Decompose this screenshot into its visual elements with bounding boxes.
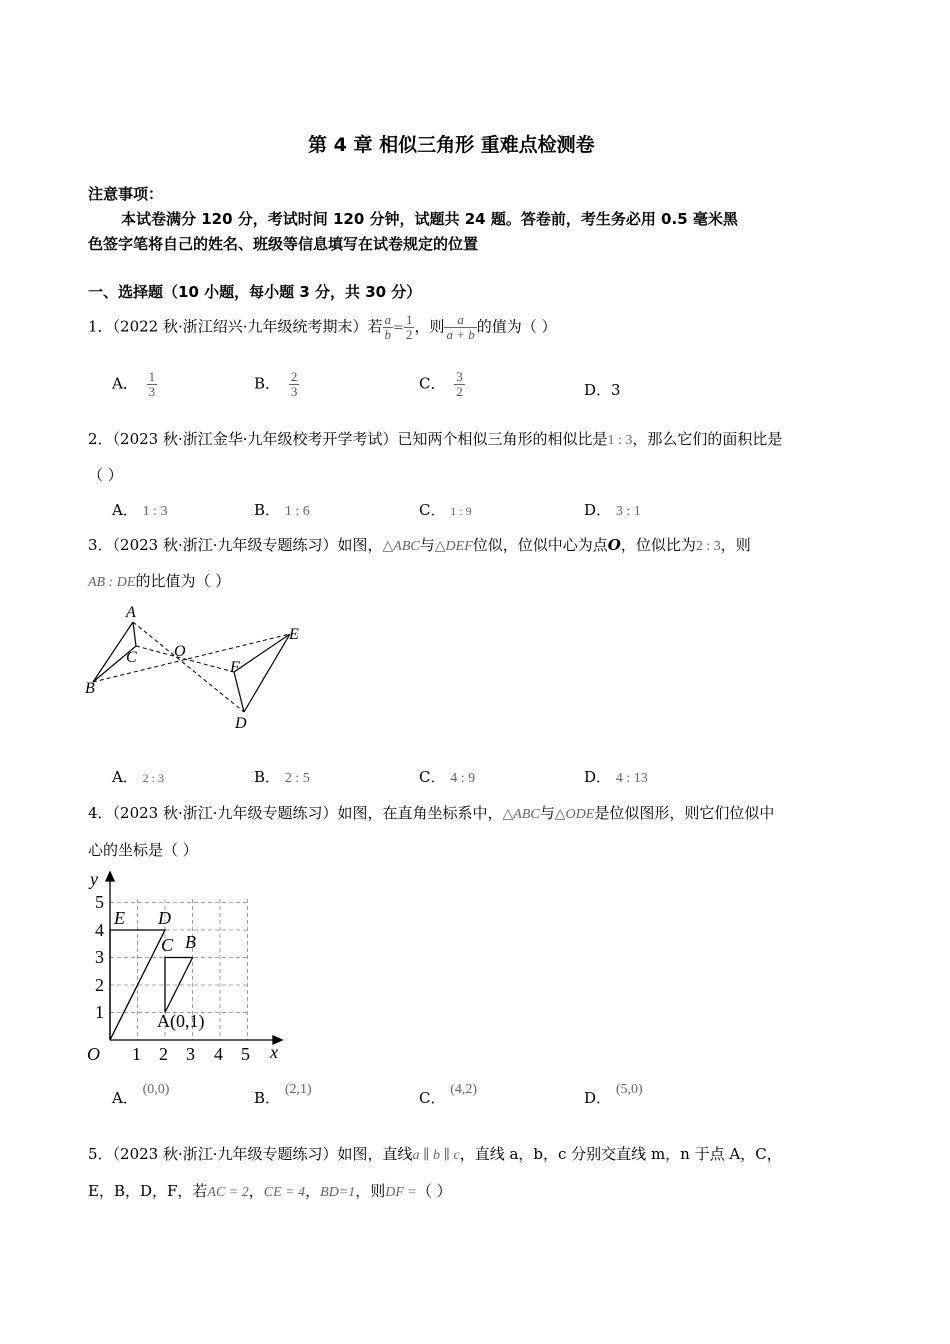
page-title: 第 4 章 相似三角形 重难点检测卷 (308, 134, 595, 156)
question-number: 1． (88, 317, 113, 336)
y-tick-1: 1 (95, 1002, 104, 1022)
segment-ac (133, 622, 136, 646)
label-d: D (235, 715, 247, 732)
figure-homothety-triangles (82, 600, 312, 735)
q3-option-b[interactable]: B． 2 : 5 (254, 768, 310, 786)
question-1: 1．（2022 秋·浙江绍兴·九年级统考期末）若 $\frac{a}{b}$ = $\frac{1}{2}$ ，则 $\frac{a}{a + b}$ 的值为（ ） (88, 312, 557, 342)
x-axis-label: x (270, 1042, 278, 1062)
origin-label: O (87, 1044, 100, 1064)
x-tick-1: 1 (132, 1044, 141, 1064)
q3-option-a[interactable]: A． 2 : 3 (112, 768, 164, 786)
q4-option-b[interactable]: B． (2,1) (254, 1082, 312, 1107)
question-text: （2022 秋·浙江绍兴·九年级统考期末）若 (112, 317, 383, 336)
dashed-ad (133, 622, 244, 712)
q3-option-d[interactable]: D． 4 : 13 (584, 768, 648, 786)
y-tick-3: 3 (95, 947, 104, 967)
x-tick-4: 4 (214, 1044, 223, 1064)
q4-option-a[interactable]: A． (0,0) (112, 1082, 170, 1107)
notice-line-2: 色签字笔将自己的姓名、班级等信息填写在试卷规定的位置 (88, 235, 479, 253)
y-axis-label: y (90, 869, 98, 889)
segment-ed (244, 634, 290, 712)
figure-coordinate-grid (82, 866, 302, 1066)
q1-option-c[interactable]: C． $\frac{3}{2}$ (419, 369, 463, 399)
point-b-label: B (185, 932, 196, 952)
label-b: B (85, 680, 95, 697)
point-e-label: E (114, 908, 125, 928)
question-5: 5．（2023 秋·浙江·九年级专题练习）如图，直线a ∥ b ∥ c，直线 a，b，c 分别交直线 m，n 于点 A，C， (88, 1145, 782, 1163)
x-tick-5: 5 (241, 1044, 250, 1064)
fraction-a-over-a-plus-b: $\frac{a}{a + b}$ (446, 312, 475, 342)
fraction-one-half: $\frac{1}{2}$ (405, 312, 413, 342)
question-4-line-2: 心的坐标是（ ） (88, 841, 198, 859)
q1-option-b[interactable]: B． $\frac{2}{3}$ (254, 369, 298, 399)
q2-option-b[interactable]: B． 1 : 6 (254, 501, 310, 519)
q2-option-a[interactable]: A． 1 : 3 (112, 501, 168, 519)
point-c-label: C (161, 935, 174, 955)
section-heading: 一、选择题（10 小题，每小题 3 分，共 30 分） (88, 283, 422, 301)
fraction-a-over-b: $\frac{a}{b}$ (384, 312, 392, 342)
question-2: 2．（2023 秋·浙江金华·九年级校考开学考试）已知两个相似三角形的相似比是1 : 3，那么它们的面积比是 (88, 430, 783, 448)
question-3-line-2: AB : DE的比值为（ ） (88, 572, 231, 590)
y-tick-5: 5 (95, 892, 104, 912)
q1-option-a[interactable]: A． $\frac{1}{3}$ (112, 369, 156, 399)
q2-option-d[interactable]: D． 3 : 1 (584, 501, 641, 519)
point-a-label: A(0,1) (157, 1011, 205, 1031)
question-2-line-2: （ ） (88, 466, 123, 484)
q3-option-c[interactable]: C． 4 : 9 (419, 768, 476, 786)
question-3: 3．（2023 秋·浙江·九年级专题练习）如图，△ABC与△DEF位似，位似中心为点O，位似比为2 : 3，则 (88, 536, 751, 554)
q2-option-c[interactable]: C． 1 : 9 (419, 501, 472, 519)
q4-option-d[interactable]: D． (5,0) (584, 1082, 643, 1107)
notice-line-1: 本试卷满分 120 分，考试时间 120 分钟，试题共 24 题。答卷前，考生务必用 0.5 毫米黑 (121, 210, 738, 228)
x-tick-2: 2 (159, 1044, 168, 1064)
q1-option-d[interactable]: D．3 (584, 381, 621, 399)
x-tick-3: 3 (186, 1044, 195, 1064)
segment-fd (234, 672, 244, 712)
notice-heading: 注意事项： (88, 185, 164, 203)
point-d-label: D (158, 908, 171, 928)
label-f: F (230, 659, 240, 676)
segment-ef (234, 634, 290, 672)
y-tick-4: 4 (95, 920, 104, 940)
y-axis-arrow-icon (106, 872, 114, 881)
label-e: E (289, 626, 299, 643)
label-c: C (126, 649, 137, 666)
label-a: A (126, 604, 136, 621)
question-5-line-2: E，B，D，F，若AC = 2，CE = 4，BD=1，则DF =（ ） (88, 1182, 452, 1200)
label-o: O (174, 643, 186, 660)
y-tick-2: 2 (95, 975, 104, 995)
q4-option-c[interactable]: C． (4,2) (419, 1082, 478, 1107)
question-4: 4．（2023 秋·浙江·九年级专题练习）如图，在直角坐标系中，△ABC与△ODE是位似图形，则它们位似中 (88, 804, 775, 822)
